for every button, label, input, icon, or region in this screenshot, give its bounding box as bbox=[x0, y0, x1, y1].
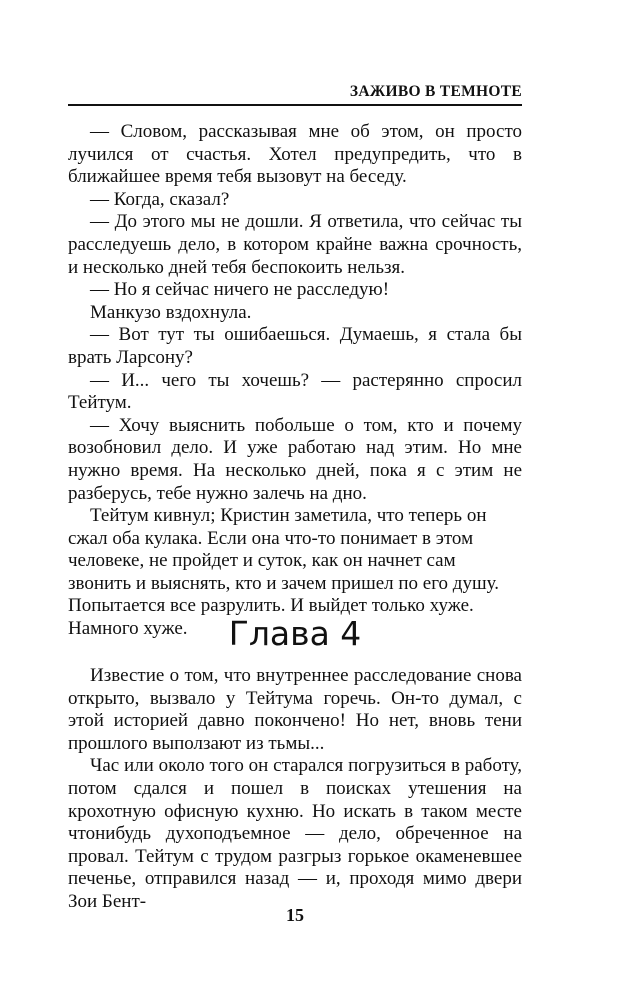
paragraph: — Вот тут ты ошибаешься. Думаешь, я стала бы врать Ларсону? bbox=[68, 324, 522, 368]
paragraph: — Но я сейчас ничего не расследую! bbox=[90, 279, 390, 301]
running-header: ЗАЖИВО В ТЕМНОТЕ bbox=[349, 83, 522, 100]
paragraph: Час или около того он старался погрузиться в работу, потом сдался и пошел в поисках утешения на крохотную офисную кухню. Но искать в таком месте чтонибудь духоподъемное — дело, обреченное на провал. Тейтум с трудом разгрыз горькое окаменевшее печенье, отправился назад — и, проходя мимо двери Зои Бент- bbox=[68, 755, 522, 912]
paragraph: — До этого мы не дошли. Я ответила, что сейчас ты расследуешь дело, в котором крайне важна срочность, и несколько дней тебя беспокоить нельзя. bbox=[68, 211, 522, 278]
text-block-dialogue bbox=[68, 121, 522, 641]
paragraph: — Хочу выяснить побольше о том, кто и почему возобновил дело. И уже работаю над этим. Но мне нужно время. На несколько дней, пока я с этим не разберусь, тебе нужно залечь на дно. bbox=[68, 414, 522, 504]
paragraph: Известие о том, что внутреннее расследование снова открыто, вызвало у Тейтума горечь. Он-то думал, с этой историей давно покончено! Но нет, вновь тени прошлого выползают из тьмы... bbox=[68, 665, 522, 754]
page-number: 15 bbox=[286, 905, 304, 925]
paragraph: — И... чего ты хочешь? — растерянно спросил Тейтум. bbox=[68, 369, 522, 414]
paragraph: — Когда, сказал? bbox=[90, 188, 230, 210]
paragraph: Манкузо вздохнула. bbox=[90, 301, 252, 323]
chapter-title: Глава 4 bbox=[228, 614, 362, 653]
header-rule bbox=[68, 104, 522, 106]
text-block-chapter-start bbox=[68, 665, 522, 914]
paragraph: — Словом, рассказывая мне об этом, он просто лучился от счастья. Хотел предупредить, что в ближайшее время тебя вызовут на беседу. bbox=[68, 121, 522, 188]
paragraph: Тейтум кивнул; Кристин заметила, что теперь он сжал оба кулака. Если она что-то понимает в этом человеке, не пройдет и суток, как он начнет сам звонить и выяснять, кто и зачем пришел по его душу. Попытается все разрулить. И выйдет только хуже. Намного хуже. bbox=[68, 505, 499, 640]
